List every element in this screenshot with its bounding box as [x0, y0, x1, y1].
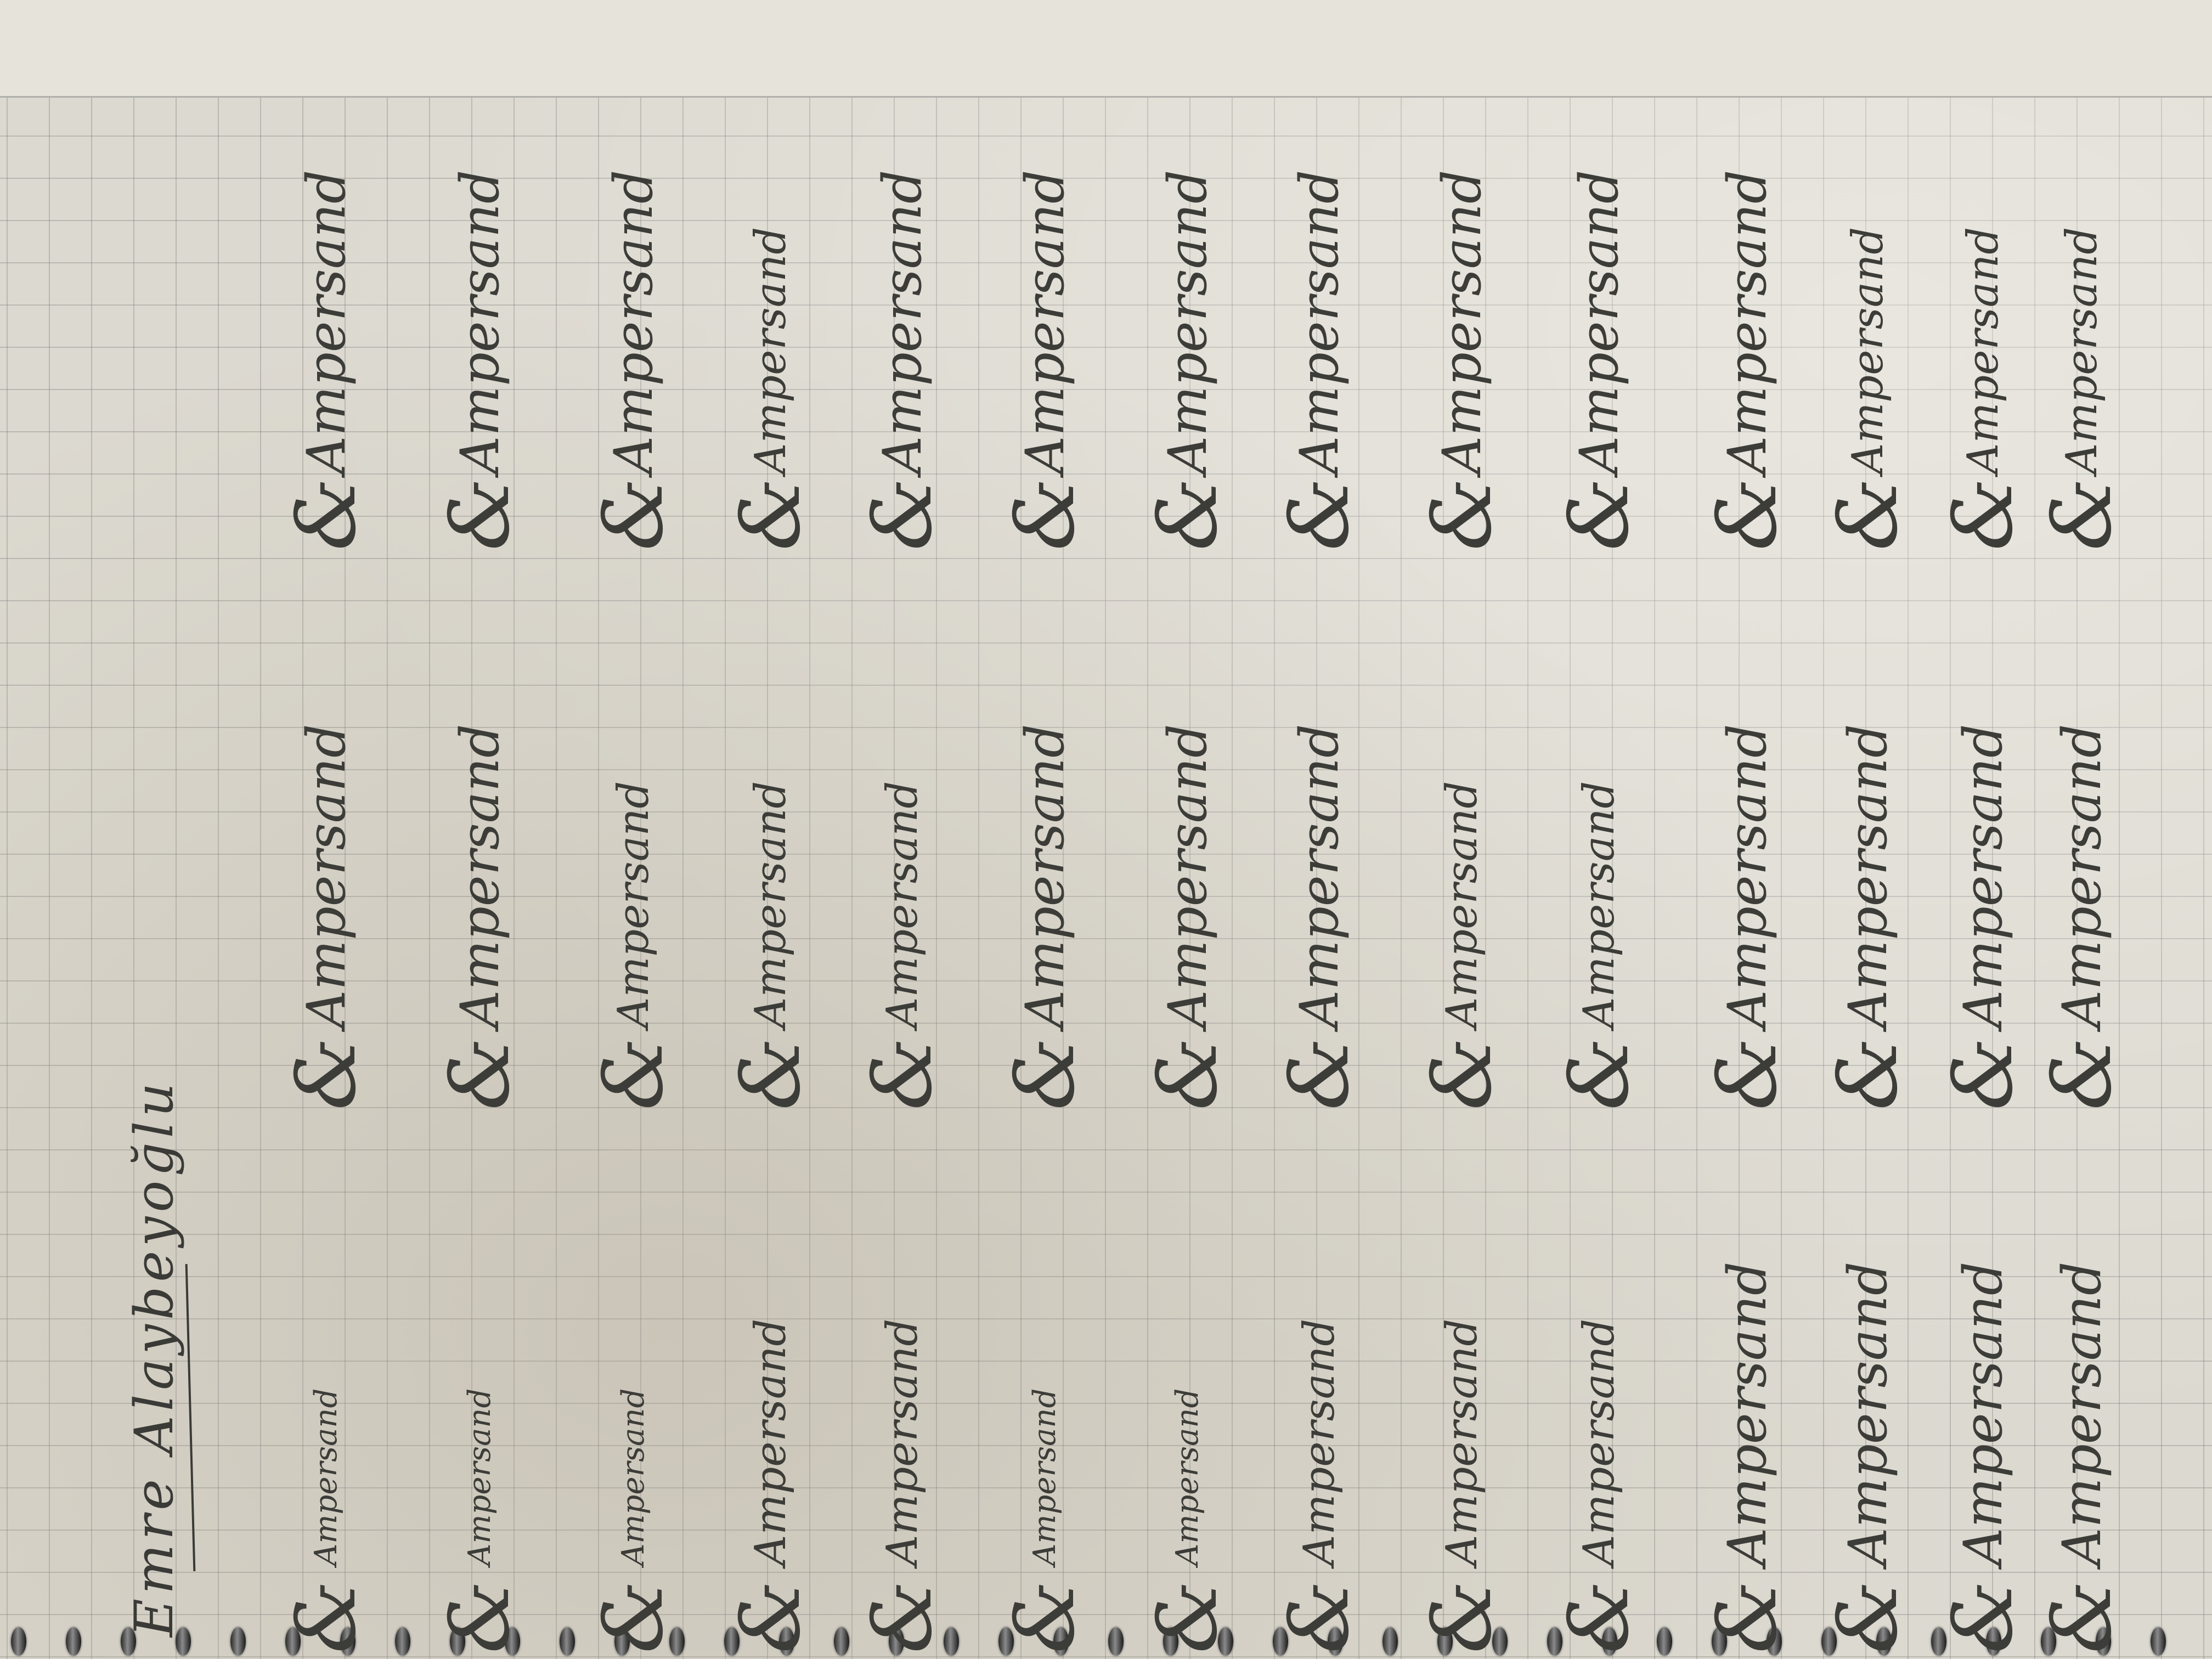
- ampersand-glyph: &: [2034, 1580, 2130, 1654]
- ampersand-word: Ampersand: [1843, 227, 1893, 474]
- ampersand-glyph: &: [586, 477, 681, 551]
- ampersand-glyph: &: [723, 1580, 819, 1654]
- ampersand-word: Ampersand: [2051, 724, 2113, 1028]
- ampersand-glyph: &: [1700, 1580, 1795, 1654]
- ampersand-glyph: &: [279, 477, 374, 551]
- ampersand-word: Ampersand: [1027, 1388, 1063, 1566]
- ampersand-glyph: &: [997, 1037, 1093, 1110]
- ampersand-word: Ampersand: [603, 170, 664, 474]
- ampersand-glyph: &: [432, 1037, 528, 1110]
- ampersand-word: Ampersand: [1717, 724, 1778, 1028]
- ampersand-glyph: &: [1414, 1580, 1510, 1654]
- ampersand-word: Ampersand: [1568, 170, 1630, 474]
- ampersand-word: Ampersand: [449, 170, 511, 474]
- ampersand-glyph: &: [1551, 1037, 1647, 1110]
- ampersand-glyph: &: [1820, 1037, 1916, 1110]
- ampersand-glyph: &: [855, 477, 950, 551]
- writer-name: Emre Alaybeyoğlu: [123, 1078, 185, 1637]
- ampersand-glyph: &: [1936, 477, 2031, 551]
- ampersand-word: Ampersand: [1575, 1318, 1624, 1566]
- ampersand-word: Ampersand: [1014, 170, 1076, 474]
- ampersand-glyph: &: [279, 1580, 374, 1654]
- ampersand-word: Ampersand: [449, 724, 511, 1028]
- ampersand-word: Ampersand: [746, 227, 795, 474]
- ampersand-glyph: &: [2034, 1037, 2130, 1110]
- ampersand-glyph: &: [1551, 477, 1647, 551]
- ampersand-glyph: &: [1820, 477, 1916, 551]
- ampersand-word: Ampersand: [1953, 1261, 2014, 1566]
- ampersand-word: Ampersand: [1289, 724, 1350, 1028]
- ampersand-glyph: &: [1140, 477, 1235, 551]
- ampersand-word: Ampersand: [1431, 170, 1493, 474]
- ampersand-glyph: &: [1272, 477, 1367, 551]
- ampersand-glyph: &: [1820, 1580, 1916, 1654]
- ampersand-glyph: &: [1272, 1037, 1367, 1110]
- ampersand-word: Ampersand: [1157, 724, 1218, 1028]
- ampersand-glyph: &: [1700, 477, 1795, 551]
- ampersand-glyph: &: [279, 1037, 374, 1110]
- ampersand-word: Ampersand: [872, 170, 933, 474]
- ampersand-word: Ampersand: [1170, 1388, 1205, 1566]
- ampersand-word: Ampersand: [296, 170, 357, 474]
- ampersand-word: Ampersand: [746, 1318, 795, 1566]
- ampersand-glyph: &: [997, 477, 1093, 551]
- ampersand-word: Ampersand: [1837, 1261, 1899, 1566]
- ampersand-glyph: &: [432, 477, 528, 551]
- ampersand-word: Ampersand: [1437, 1318, 1487, 1566]
- ampersand-word: Ampersand: [746, 781, 795, 1028]
- ampersand-glyph: &: [1700, 1037, 1795, 1110]
- ampersand-glyph: &: [1140, 1580, 1235, 1654]
- ampersand-glyph: &: [586, 1037, 681, 1110]
- ampersand-glyph: &: [723, 477, 819, 551]
- ampersand-glyph: &: [723, 1037, 819, 1110]
- ampersand-glyph: &: [586, 1580, 681, 1654]
- ampersand-word: Ampersand: [1295, 1318, 1344, 1566]
- ampersand-word: Ampersand: [2057, 227, 2107, 474]
- ampersand-word: Ampersand: [308, 1388, 344, 1566]
- ampersand-glyph: &: [1272, 1580, 1367, 1654]
- ampersand-word: Ampersand: [878, 1318, 927, 1566]
- ampersand-word: Ampersand: [1157, 170, 1218, 474]
- ampersand-glyph: &: [855, 1580, 950, 1654]
- ampersand-word: Ampersand: [878, 781, 927, 1028]
- ampersand-word: Ampersand: [1953, 724, 2014, 1028]
- ampersand-glyph: &: [855, 1037, 950, 1110]
- ampersand-word: Ampersand: [1959, 227, 2008, 474]
- ampersand-glyph: &: [1414, 477, 1510, 551]
- ampersand-word: Ampersand: [462, 1388, 498, 1566]
- ampersand-word: Ampersand: [1837, 724, 1899, 1028]
- ampersand-word: Ampersand: [1437, 781, 1487, 1028]
- ampersand-word: Ampersand: [1289, 170, 1350, 474]
- ampersand-glyph: &: [1551, 1580, 1647, 1654]
- ampersand-word: Ampersand: [1717, 1261, 1778, 1566]
- ampersand-word: Ampersand: [2051, 1261, 2113, 1566]
- ampersand-glyph: &: [1140, 1037, 1235, 1110]
- ampersand-glyph: &: [1936, 1037, 2031, 1110]
- ampersand-word: Ampersand: [616, 1388, 651, 1566]
- ampersand-glyph: &: [1936, 1580, 2031, 1654]
- ampersand-word: Ampersand: [296, 724, 357, 1028]
- ampersand-word: Ampersand: [609, 781, 658, 1028]
- ampersand-glyph: &: [2034, 477, 2130, 551]
- ampersand-word: Ampersand: [1717, 170, 1778, 474]
- ampersand-word: Ampersand: [1575, 781, 1624, 1028]
- ampersand-glyph: &: [997, 1580, 1093, 1654]
- ampersand-glyph: &: [432, 1580, 528, 1654]
- ampersand-word: Ampersand: [1014, 724, 1076, 1028]
- ampersand-glyph: &: [1414, 1037, 1510, 1110]
